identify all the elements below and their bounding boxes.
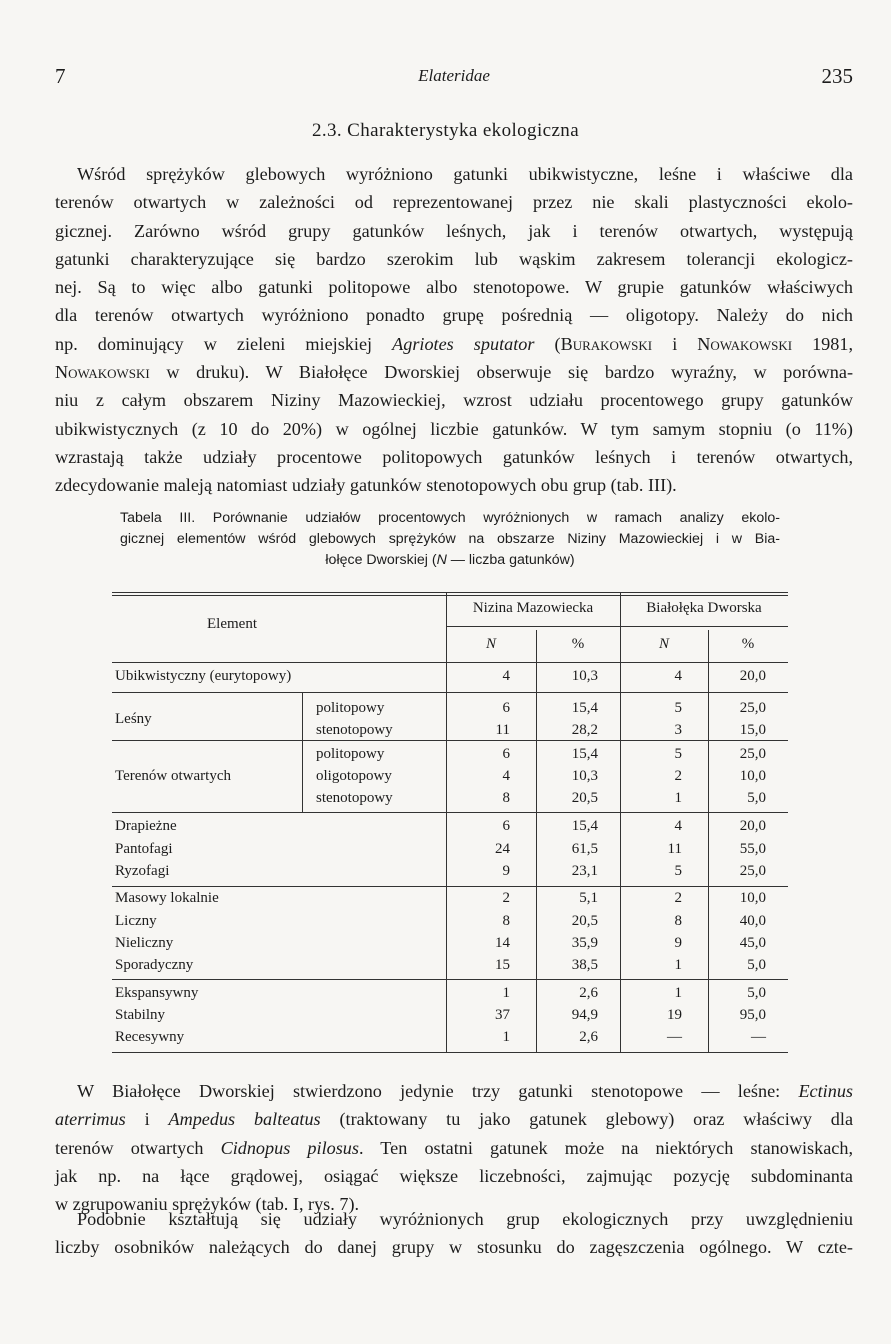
table-caption [120, 508, 780, 571]
table-cell-n: 5 [674, 746, 682, 762]
table-cell-pct: 10,0 [739, 768, 766, 784]
table-cell-pct: 2,6 [579, 985, 598, 1001]
table-row-label: Nieliczny [115, 935, 174, 951]
table-cell-pct: 10,3 [571, 768, 598, 784]
table-row-label: Ryzofagi [115, 863, 170, 879]
table-row-label: Masowy lokalnie [115, 890, 219, 906]
page-number-left: 7 [55, 64, 66, 88]
comparison-table [112, 592, 788, 1052]
species-name: Cidnopus pilosus [220, 1137, 359, 1158]
table-cell-pct: 61,5 [571, 841, 598, 857]
author-name: Burakowski [560, 333, 653, 354]
table-row-sublabel: oligotopowy [316, 768, 392, 784]
text-run: i [144, 1109, 150, 1130]
table-cell-pct: 25,0 [739, 746, 766, 762]
table-cell-pct: 10,0 [739, 890, 766, 906]
table-cell-pct: 94,9 [571, 1007, 598, 1023]
table-cell-pct: 5,0 [747, 790, 766, 806]
text-line: Wśród sprężyków glebowych wyróżniono gatunki ubikwistyczne, leśne i właściwe dla [77, 164, 853, 184]
caption-line: Tabela III. Porównanie udziałów procentowych wyróżnionych w ramach analizy ekolo- [120, 510, 780, 526]
table-cell-n: 6 [502, 746, 510, 762]
text-line [55, 1077, 853, 1105]
section-heading: 2.3. Charakterystyka ekologiczna [311, 120, 580, 141]
table-cell-pct: 25,0 [739, 700, 766, 716]
table-cell-n: 8 [674, 913, 682, 929]
text-run: w druku). W Białołęce Dworskiej obserwuje się bardzo wyraźny, w porówna- [166, 362, 854, 383]
table-cell-pct: 15,0 [739, 722, 766, 738]
paragraph-ecology [55, 160, 853, 500]
table-row-label: Liczny [115, 913, 157, 929]
text-run: np. dominujący w zieleni miejskiej [55, 333, 373, 354]
section-rule [112, 740, 788, 741]
table-cell-pct: 40,0 [739, 913, 766, 929]
paragraph-stenotopic [55, 1077, 853, 1218]
table-cell-n: 6 [502, 700, 510, 716]
table-header-pct: % [741, 636, 755, 652]
table-cell-pct: 95,0 [739, 1007, 766, 1023]
text-line: terenów otwartych w zależności od reprezentowanej przez nie skali plastyczności ekolo- [55, 192, 853, 213]
author-name: Nowakowski [55, 362, 150, 383]
text-line [55, 358, 853, 386]
table-cell-n: 19 [667, 1007, 682, 1023]
section-rule [112, 812, 788, 813]
table-cell-n: 11 [667, 841, 682, 857]
text-run: (traktowany tu jako gatunek glebowy) oraz właściwy dla [339, 1109, 854, 1130]
table-cell-n: 4 [502, 768, 510, 784]
table-cell-n: — [667, 1029, 682, 1045]
table-cell-n: 37 [495, 1007, 510, 1023]
running-head [55, 64, 853, 90]
text-line: Podobnie kształtują się udziały wyróżnionych grup ekologicznych przy uwzględnieniu [77, 1209, 853, 1229]
table-row-label: Pantofagi [115, 841, 173, 857]
table-cell-pct: 28,2 [571, 722, 598, 738]
table-cell-pct: 20,5 [571, 790, 598, 806]
table-cell-n: 8 [502, 790, 510, 806]
table-cell-pct: 15,4 [571, 700, 598, 716]
table-row-label: Stabilny [115, 1007, 166, 1023]
table-cell-pct: 55,0 [739, 841, 766, 857]
text-line: w zgrupowaniu sprężyków (tab. I, rys. 7). [55, 1194, 360, 1215]
table-row-label: Leśny [115, 711, 152, 727]
table-cell-pct: 25,0 [739, 863, 766, 879]
table-rule-top [112, 595, 788, 596]
caption-line [120, 550, 780, 571]
table-cell-pct: 38,5 [571, 957, 598, 973]
species-name: aterrimus [55, 1109, 126, 1130]
table-cell-n: 11 [495, 722, 510, 738]
text-run: W Białołęce Dworskiej stwierdzono jedynie trzy gatunki stenotopowe — leśne: [77, 1081, 781, 1101]
text-run: ( [554, 333, 561, 354]
table-cell-n: 2 [674, 768, 682, 784]
text-line: niu z całym obszarem Niziny Mazowieckiej, wzrost udziału procentowego grupy gatunków [55, 390, 853, 411]
table-row-sublabel: politopowy [316, 700, 385, 716]
table-cell-n: 2 [674, 890, 682, 906]
table-cell-n: 4 [674, 668, 682, 684]
header-rule [112, 662, 788, 663]
caption-run: — liczba gatunków) [446, 552, 575, 568]
table-row-label: Recesywny [115, 1029, 185, 1045]
table-cell-pct: 45,0 [739, 935, 766, 951]
table-header-element: Element [207, 616, 257, 632]
table-row-sublabel: stenotopowy [316, 790, 393, 806]
text-run: . Ten ostatni gatunek może na niektórych stanowiskach, [358, 1137, 853, 1158]
text-line [55, 1134, 853, 1162]
table-header-group: Nizina Mazowiecka [472, 600, 594, 616]
table-cell-pct: 20,5 [571, 913, 598, 929]
table-cell-pct: 15,4 [571, 818, 598, 834]
table-row-label: Drapieżne [115, 818, 177, 834]
species-name: Ectinus [798, 1081, 853, 1101]
text-line: zdecydowanie maleją natomiast udziały gatunków stenotopowych obu grup (tab. III). [55, 475, 677, 496]
text-line [55, 1105, 853, 1133]
table-cell-n: 1 [502, 985, 510, 1001]
table-cell-n: 15 [495, 957, 510, 973]
table-cell-pct: 2,6 [579, 1029, 598, 1045]
section-rule [112, 692, 788, 693]
table-row-label: Ekspansywny [115, 985, 199, 1001]
table-cell-n: 14 [495, 935, 510, 951]
table-cell-pct: 5,0 [747, 985, 766, 1001]
text-line: liczby osobników należących do danej grupy w stosunku do zagęszczenia ogólnego. W czte- [55, 1237, 853, 1258]
table-header-n: N [658, 636, 669, 652]
table-cell-n: 6 [502, 818, 510, 834]
text-line [55, 330, 853, 358]
table-cell-n: 5 [674, 700, 682, 716]
table-cell-pct: 10,3 [571, 668, 598, 684]
paragraph-groups [55, 1205, 853, 1262]
table-cell-pct: 35,9 [571, 935, 598, 951]
table-cell-n: 4 [502, 668, 510, 684]
author-name: Nowakowski [697, 333, 793, 354]
text-run: i [672, 333, 678, 354]
table-cell-n: 1 [674, 790, 682, 806]
table-cell-pct: 5,0 [747, 957, 766, 973]
text-run: terenów otwartych [55, 1137, 204, 1158]
table-cell-n: 9 [674, 935, 682, 951]
text-line: gicznej. Zarówno wśród grupy gatunków leśnych, jak i terenów otwartych, występują [55, 220, 853, 241]
text-line: nej. Są to więc albo gatunki politopowe albo stenotopowe. W grupie gatunków właściwych [55, 277, 853, 298]
text-run: 1981, [812, 333, 853, 354]
text-line: ubikwistycznych (z 10 do 20%) w ogólnej liczbie gatunków. W tym samym stopniu (o 11%) [55, 418, 853, 439]
text-line: dla terenów otwartych wyróżniono ponadto grupę pośrednią — oligotopy. Należy do nich [55, 305, 853, 326]
species-name: Agriotes sputator [392, 333, 535, 354]
table-row-label: Terenów otwartych [115, 768, 231, 784]
running-title: Elateridae [418, 66, 490, 85]
header-subrule [446, 626, 788, 627]
section-rule [112, 979, 788, 980]
table-cell-pct: — [751, 1029, 766, 1045]
table-header-group: Białołęka Dworska [646, 600, 762, 616]
text-line: jak np. na łące grądowej, osiągać większe liczebności, zajmując pozycję subdominanta [55, 1165, 853, 1186]
section-rule [112, 886, 788, 887]
column-rule [302, 692, 303, 812]
text-line: gatunki charakteryzujące się bardzo szerokim lub wąskim zakresem tolerancji ekologicz- [55, 248, 853, 269]
table-row-label: Ubikwistyczny (eurytopowy) [115, 668, 292, 684]
table-cell-pct: 20,0 [739, 818, 766, 834]
species-name: Ampedus balteatus [168, 1109, 321, 1130]
page-number-right: 235 [821, 64, 853, 88]
table-cell-pct: 5,1 [579, 890, 598, 906]
table-cell-n: 8 [502, 913, 510, 929]
table-rule-bottom [112, 1052, 788, 1053]
table-cell-n: 5 [674, 863, 682, 879]
table-cell-pct: 23,1 [571, 863, 598, 879]
table-row-label: Sporadyczny [115, 957, 194, 973]
table-cell-n: 4 [674, 818, 682, 834]
table-cell-n: 2 [502, 890, 510, 906]
table-cell-n: 1 [674, 957, 682, 973]
caption-line: gicznej elementów wśród glebowych sprężyków na obszarze Niziny Mazowieckiej i w Bia- [120, 531, 780, 547]
table-row-sublabel: stenotopowy [316, 722, 393, 738]
table-row-sublabel: politopowy [316, 746, 385, 762]
section-rule [302, 740, 446, 741]
table-cell-n: 1 [502, 1029, 510, 1045]
table-header-n: N [485, 636, 496, 652]
table-cell-pct: 20,0 [739, 668, 766, 684]
table-rule-top [112, 592, 788, 593]
caption-run: łołęce Dworskiej ( [325, 552, 437, 568]
table-cell-n: 9 [502, 863, 510, 879]
text-line: wzrastają także udziały procentowe politopowych gatunków leśnych i terenów otwartych, [55, 446, 853, 467]
table-header-pct: % [571, 636, 585, 652]
table-cell-n: 1 [674, 985, 682, 1001]
table-cell-n: 3 [674, 722, 682, 738]
caption-run: N [436, 552, 447, 568]
table-cell-pct: 15,4 [571, 746, 598, 762]
table-cell-n: 24 [495, 841, 510, 857]
